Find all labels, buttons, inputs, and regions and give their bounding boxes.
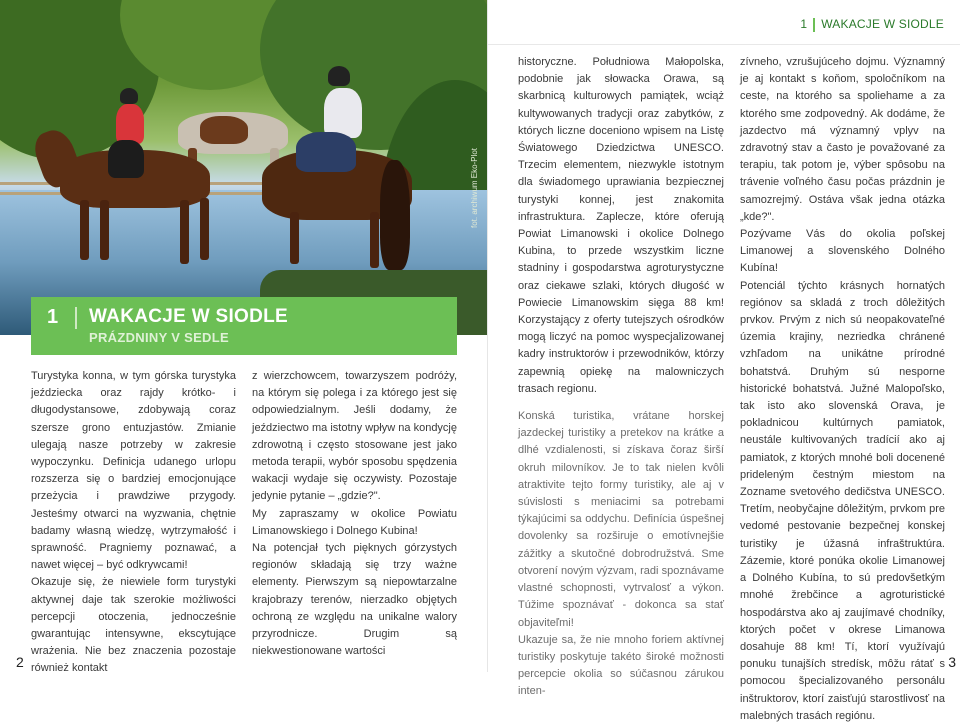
left-page <box>0 0 488 675</box>
paragraph: historyczne. Południowa Małopolska, podobnie jak słowacka Orawa, są skarbnicą kulturowych pamiątek, wciąż kultywowanych tradycji oraz zabytków, z których liczne doceniono wpisem na Listę Światowego Dziedzictwa UNESCO. Trzecim elementem, niezwykle istotnym dla świadomego uprawiania bezpiecznej turystyki konnej, jest znakomita infrastruktura. Zaplecze, które oferują Powiat Limanowski i okolice Dolnego Kubina, to przede wszystkim liczne stadniny i gospodarstwa agroturystyczne oraz ciekawe szlaki, których długość w Powiecie Limanowskim sięga 88 km! Korzystający z oferty tutejszych ośrodków mogą liczyć na pomoc wyspecjalizowanej kadry instruktorów i przewodników, którzy zapewnią opiekę na malowniczych trasach regionu. <box>518 56 724 395</box>
rider-red-shirt <box>116 104 144 144</box>
rider-helmet <box>328 66 350 86</box>
header-title: WAKACJE W SIODLE <box>821 17 944 31</box>
header-divider <box>813 18 815 32</box>
running-header <box>800 17 944 32</box>
right-text-column-1 <box>518 54 724 701</box>
title-divider <box>75 307 77 329</box>
paragraph: Okazuje się, że niewiele form turystyki aktywnej daje tak szerokie możliwości percepcji otoczenia, jednocześnie gwarantując intensywne, ekscytujące wrażenia. Nie bez znaczenia pozostaje również kontakt <box>31 576 236 675</box>
paragraph: zívneho, vzrušujúceho dojmu. Významný je aj kontakt s koňom, spoločníkom na ceste, na ktorého sa spoliehame a za ktorého sme zodpovedný. Ak dodáme, že jazdectvo má významný vplyv na zdravotný stav a často je považované za terapiu, tak potom je, výber spôsobu na trávenie voľného času počas prázdnin je samozrejmý. Ostáva však jedna otázka „kde?". <box>740 56 945 223</box>
paragraph: Ukazuje sa, že nie mnoho foriem aktívnej turistiky poskytuje takéto široké možnosti percepcie okolia so súčasnou zárukou inten- <box>518 633 724 698</box>
chapter-title: WAKACJE W SIODLE <box>89 306 289 327</box>
header-number: 1 <box>800 17 808 31</box>
right-text-column-2 <box>740 54 945 725</box>
paragraph: My zapraszamy w okolice Powiatu Limanowskiego i Dolnego Kubina! <box>252 507 457 537</box>
page-number-right: 3 <box>948 654 956 670</box>
page-number-left: 2 <box>16 654 24 670</box>
left-text-column-2 <box>252 368 457 660</box>
rider-legs <box>108 140 144 178</box>
rider-jeans <box>296 132 356 172</box>
chapter-number: 1 <box>47 306 59 328</box>
horse-tail <box>380 160 410 270</box>
paragraph: Konská turistika, vrátane horskej jazdeckej turistiky a pretekov na krátke a dlhé vzdialenosti, si získava čoraz širší okruh milovníkov. Je to tak nielen kvôli atraktivite tejto formy turistiky, ale aj v súvislosti s meniacimi sa potrebami týkajúcimi sa oddychu. Definícia úspešnej dovolenky sa rozširuje o emotívnejšie zážitky a skutočné dobrodružstvá. Sme otvorení novým výzvam, radi spoznávame vlastné schopnosti, vytrvalosť a výkon. Túžime spoznávať - dokonca sa stať objaviteľmi! <box>518 410 724 629</box>
right-page <box>488 0 960 722</box>
rider-white-shirt <box>324 88 362 138</box>
chapter-subtitle: PRÁZDNINY V SEDLE <box>89 330 229 345</box>
paragraph: Turystyka konna, w tym górska turystyka jeździecka oraz rajdy krótko- i długodystansowe, zdobywają coraz szersze grono entuzjastów. Zmianie ulegają nasze potrzeby w zakresie wypoczynku. Definicja udanego urlopu rozszerza się o bardziej emocjonujące przeżycia i prawdziwe przygody. Jesteśmy otwarci na wyzwania, chętnie badamy własną wiedzę, wytrzymałość i sprawność. Pragniemy poznawać, a nawet więcej – być odkrywcami! <box>31 370 236 572</box>
photo-credit: fot. archiwum Eko-Plot <box>470 147 479 228</box>
paragraph: z wierzchowcem, towarzyszem podróży, na którym się polega i za którego jest się odpowiedzialnym. Jeśli dodamy, że jeździectwo ma istotny wpływ na kondycję zdrowotną i często stosowane jest jako metoda terapii, wybór sposobu spędzenia wakacji wydaje się oczywisty. Pozostaje jedynie pytanie – „gdzie?". <box>252 370 457 503</box>
left-text-column-1 <box>31 368 236 678</box>
paragraph: Potenciál týchto krásnych hornatých regiónov sa skladá z troch dôležitých prvkov. Prvým z nich sú neopakovateľné územia krajiny, nezriedka chránené vzhľadom na unikátne prírodné bohatstvá. Druhým sú nesporne historické bohatstvá. Južné Malopoľsko, tak isto ako slovenská Orava, je pokladnicou kultúrnych pamiatok, neustále kultivovaných tradícií ako aj pamiatok, z ktorých mnohé boli docenené prideleným čestným miestom na Zozname svetového dedičstva UNESCO. Tretím, neobyčajne dôležitým, prvkom pre vedomé pestovanie bezpečnej konskej turistiky je úžasná infraštruktúra. Zázemie, ktoré ponúka okolie Limanowej a Dolného Kubína, to sú predovšetkým mnohé žrebčince a agroturistické hospodárstva ako aj zaujímavé chodníky, ktorých počet v okrese Limanowa dosahuje 88 km! Tí, ktorí využívajú ponuku tunajších stredísk, môžu rátať s pomocou špecializovaného personálu inštruktorov, ktorí zaisťujú starostlivosť na malebných trasách regiónu. <box>740 279 945 722</box>
header-rule <box>488 44 960 45</box>
chapter-title-band <box>31 297 457 355</box>
pinto-horse-patch <box>200 116 248 144</box>
rider-helmet <box>120 88 138 104</box>
paragraph: Pozývame Vás do okolia poľskej Limanowej a slovenského Dolného Kubína! <box>740 228 945 275</box>
paragraph: Na potencjał tych pięknych górzystych regionów składają się trzy ważne elementy. Pierwszym są niepowtarzalne krajobrazy terenów, nierzadko objętych ochroną ze względu na unikalne walory przyrodnicze. Drugim są niekwestionowane wartości <box>252 542 457 658</box>
horse-riding-photo <box>0 0 488 335</box>
